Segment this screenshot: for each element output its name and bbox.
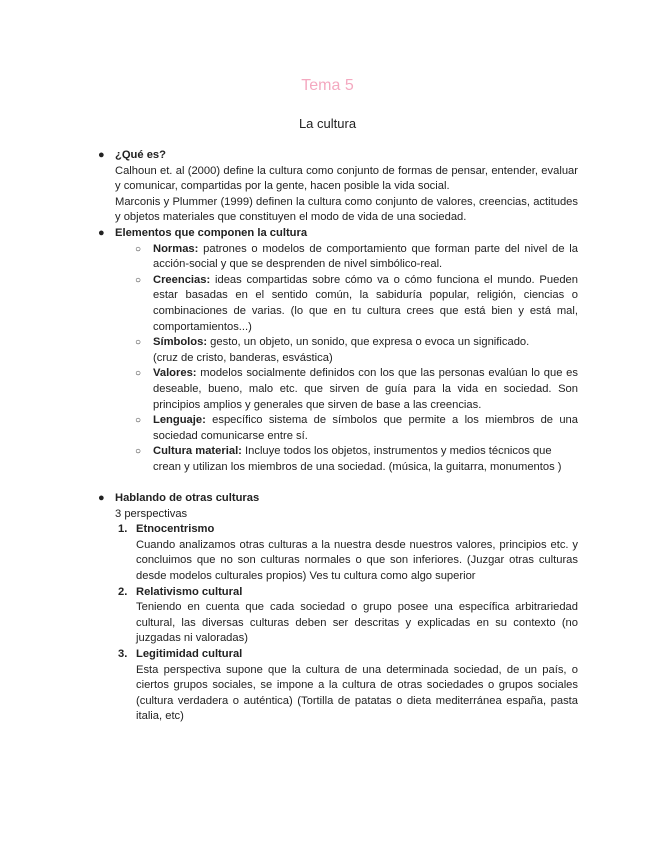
item-text: gesto, un objeto, un sonido, que expresa o evoca un significado. bbox=[207, 336, 530, 349]
circle-bullet-icon: ○ bbox=[135, 274, 142, 286]
paragraph: Calhoun et. al (2000) define la cultura como conjunto de formas de pensar, entender, evaluar y comunicar, compartidas por la gente, hacen posible la vida social. bbox=[115, 164, 578, 193]
circle-bullet-icon: ○ bbox=[135, 415, 142, 427]
section-title: ¿Qué es? bbox=[115, 149, 166, 161]
item-text: Esta perspectiva supone que la cultura de una determinada sociedad, de un país, o ciertos grupos sociales, se impone a la cultura de otras sociedades o grupos sociales (cultura verdadera o auténtica) (Tortilla de patatas o dieta mediterránea españa, pasta italia, etc) bbox=[136, 663, 578, 723]
list-item bbox=[98, 444, 578, 475]
circle-bullet-icon: ○ bbox=[135, 446, 142, 458]
item-text: modelos socialmente definidos con los que las personas evalúan lo que es deseable, bueno, malo etc. que sirven de guía para la vida en sociedad. Son principios amplios y generales que sirven de base a las creencias. bbox=[153, 367, 578, 411]
item-term: Lenguaje: bbox=[153, 414, 206, 427]
item-term: Normas: bbox=[153, 242, 199, 255]
item-term: Valores: bbox=[153, 367, 197, 380]
numbered-item bbox=[98, 585, 578, 647]
item-term: Creencias: bbox=[153, 273, 211, 286]
item-title: Etnocentrismo bbox=[136, 523, 215, 536]
item-title: Relativismo cultural bbox=[136, 585, 243, 598]
circle-bullet-icon: ○ bbox=[135, 243, 142, 255]
item-term: Símbolos: bbox=[153, 336, 208, 349]
item-text: patrones o modelos de comportamiento que forman parte del nivel de la acción-social y que se desprenden de nivel simbólico-real. bbox=[153, 242, 578, 271]
circle-bullet-icon: ○ bbox=[135, 337, 142, 349]
list-item bbox=[98, 242, 578, 273]
circle-bullet-icon: ○ bbox=[135, 368, 142, 380]
section-title: Elementos que componen la cultura bbox=[115, 226, 308, 239]
section-intro: 3 perspectivas bbox=[115, 507, 188, 520]
item-number: 1. bbox=[118, 523, 128, 536]
item-number: 3. bbox=[118, 648, 128, 660]
bullet-icon: ● bbox=[98, 149, 105, 161]
page-subtitle: La cultura bbox=[298, 116, 357, 131]
list-item bbox=[98, 273, 578, 335]
section-elementos bbox=[98, 226, 578, 242]
section-hablando bbox=[98, 491, 578, 522]
list-item bbox=[98, 335, 578, 366]
list-item bbox=[98, 366, 578, 413]
spacer bbox=[98, 475, 578, 491]
item-text: ideas compartidas sobre cómo va o cómo funciona el mundo. Pueden estar basadas en el sentido común, la sabiduría popular, religión, ciencias o combinaciones de varias. (lo que en tu cultura crees que está bien y está mal, comportamientos...) bbox=[153, 273, 578, 333]
item-number: 2. bbox=[118, 585, 128, 598]
item-extra: (cruz de cristo, banderas, esvástica) bbox=[153, 351, 333, 364]
item-text: Cuando analizamos otras culturas a la nuestra desde nuestros valores, principios etc. y concluimos que no son culturas normales o que son inferiores. (Juzgar otras culturas desde modelos culturales propios) Ves tu cultura como algo superior bbox=[136, 538, 578, 583]
list-item bbox=[98, 413, 578, 444]
section-que-es bbox=[98, 148, 578, 226]
item-text: Teniendo en cuenta que cada sociedad o grupo posee una específica arbitrariedad cultural, las diversas culturas deben ser descritas y explicadas en su contexto (no juzgadas ni valoradas) bbox=[136, 601, 578, 645]
item-term: Cultura material: bbox=[153, 445, 242, 458]
item-text: específico sistema de símbolos que permite a los miembros de una sociedad comunicarse entre sí. bbox=[153, 414, 578, 442]
item-text: Incluye todos los objetos, instrumentos y medios técnicos que crean y utilizan los miembros de una sociedad. (música, la guitarra, monumentos ) bbox=[153, 445, 562, 473]
page-title: Tema 5 bbox=[301, 77, 354, 94]
bullet-icon: ● bbox=[98, 492, 105, 505]
item-title: Legitimidad cultural bbox=[136, 648, 243, 660]
document-content bbox=[98, 148, 578, 725]
paragraph: Marconis y Plummer (1999) definen la cultura como conjunto de valores, creencias, actitudes y objetos materiales que constituyen el modo de vida de una sociedad. bbox=[115, 195, 578, 224]
section-title: Hablando de otras culturas bbox=[115, 492, 260, 505]
bullet-icon: ● bbox=[98, 226, 105, 239]
numbered-item bbox=[98, 647, 578, 725]
numbered-item bbox=[98, 522, 578, 584]
